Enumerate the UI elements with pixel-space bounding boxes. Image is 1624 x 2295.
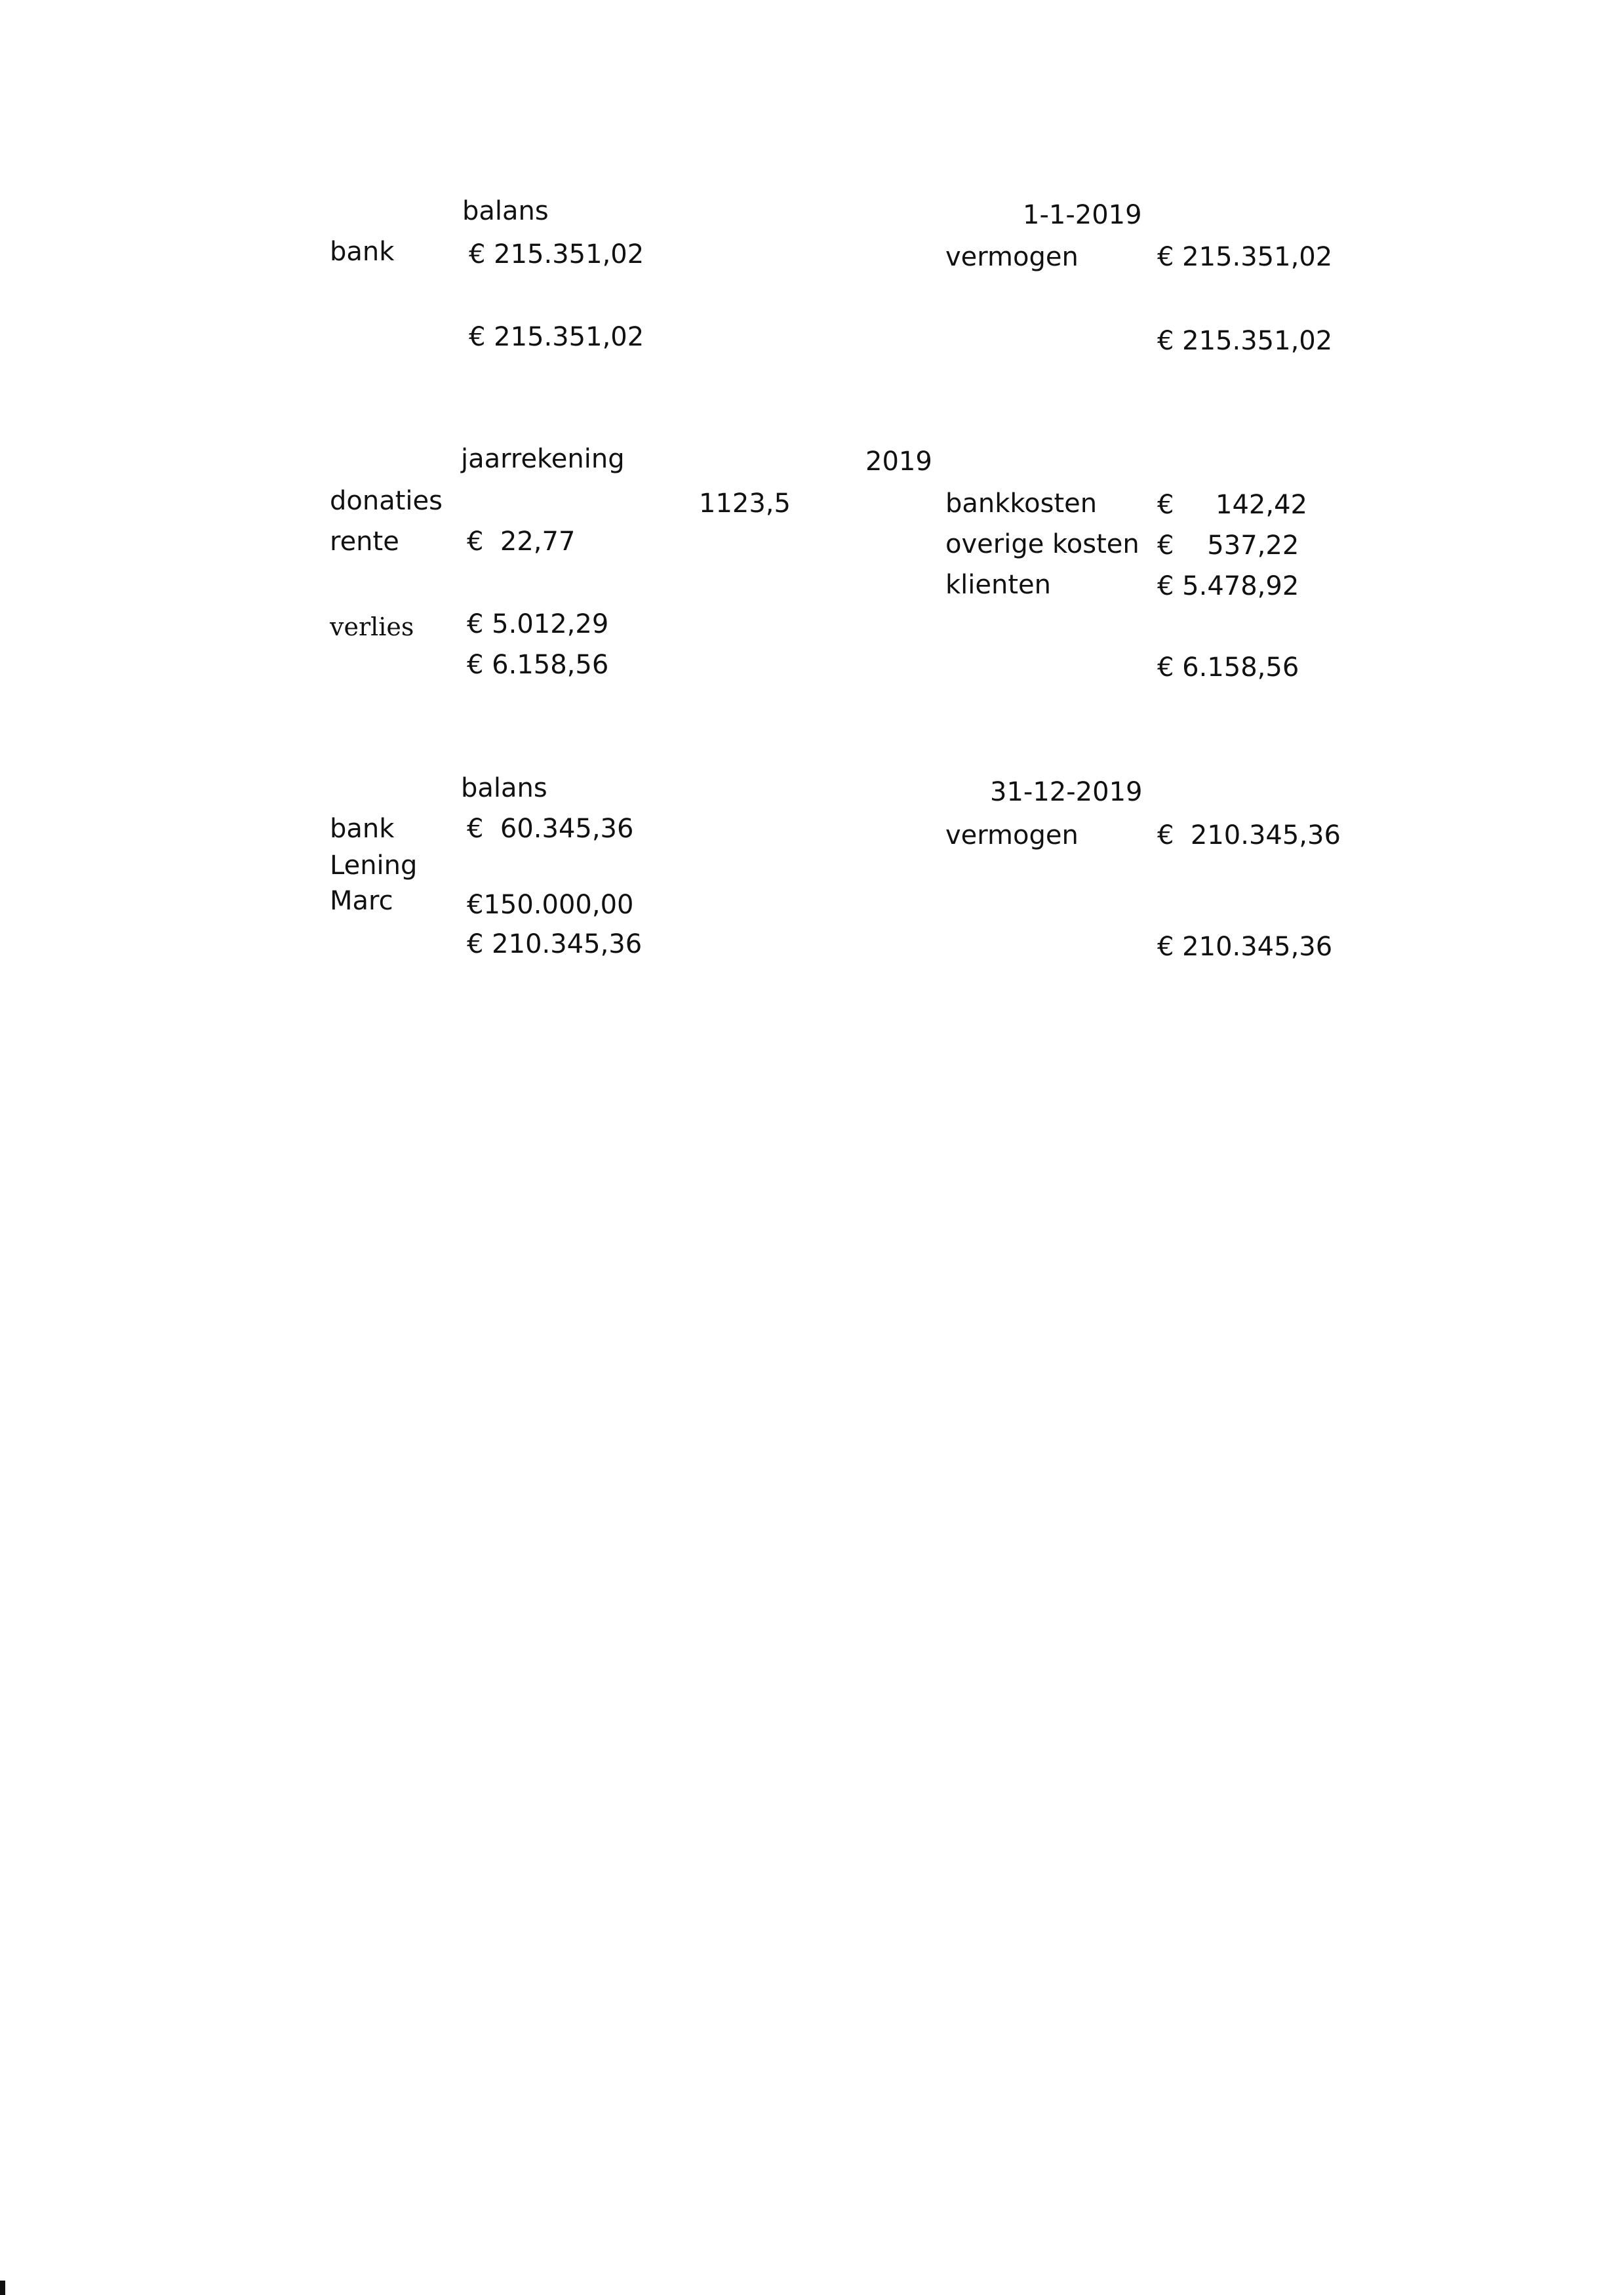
income-amount-rente: € 22,77 [467,527,576,557]
liability-amount-vermogen: € 215.351,02 [1157,242,1333,272]
balance-start-heading: balans [462,196,549,226]
asset-amount-marc: €150.000,00 [467,890,634,920]
liabilities-total-end: € 210.345,36 [1157,932,1333,962]
balance-start-date: 1-1-2019 [1023,200,1142,230]
income-label-donaties: donaties [330,486,443,516]
expense-label-bankkosten: bankkosten [945,489,1098,519]
expense-amount-overige-kosten: € 537,22 [1157,530,1299,561]
expense-label-overige-kosten: overige kosten [945,529,1139,559]
liability-amount-vermogen-end: € 210.345,36 [1157,820,1341,850]
asset-label-bank: bank [330,237,395,267]
asset-label-bank-end: bank [330,814,395,844]
income-total: € 6.158,56 [467,650,609,680]
donations-value: 1123,5 [699,489,791,519]
balance-end-date: 31-12-2019 [990,777,1143,807]
income-label-rente: rente [330,527,399,557]
scan-edge-mark [0,2281,5,2295]
expenses-total: € 6.158,56 [1157,652,1299,683]
expense-amount-klienten: € 5.478,92 [1157,571,1299,601]
expense-label-klienten: klienten [945,570,1051,600]
income-label-verlies: verlies [330,612,414,641]
asset-amount-bank: € 215.351,02 [469,239,644,269]
liability-label-vermogen-end: vermogen [945,820,1079,850]
assets-total: € 215.351,02 [469,322,644,352]
liability-label-vermogen: vermogen [945,242,1079,272]
annual-account-year: 2019 [865,447,932,477]
expense-amount-bankkosten: € 142,42 [1157,490,1307,520]
asset-amount-bank-end: € 60.345,36 [467,814,634,844]
balance-end-heading: balans [461,773,547,803]
asset-label-marc: Marc [330,886,393,916]
annual-account-heading: jaarrekening [461,444,625,474]
assets-total-end: € 210.345,36 [467,929,643,959]
asset-label-lening: Lening [330,850,418,881]
liabilities-total: € 215.351,02 [1157,326,1333,356]
income-amount-verlies: € 5.012,29 [467,609,609,639]
